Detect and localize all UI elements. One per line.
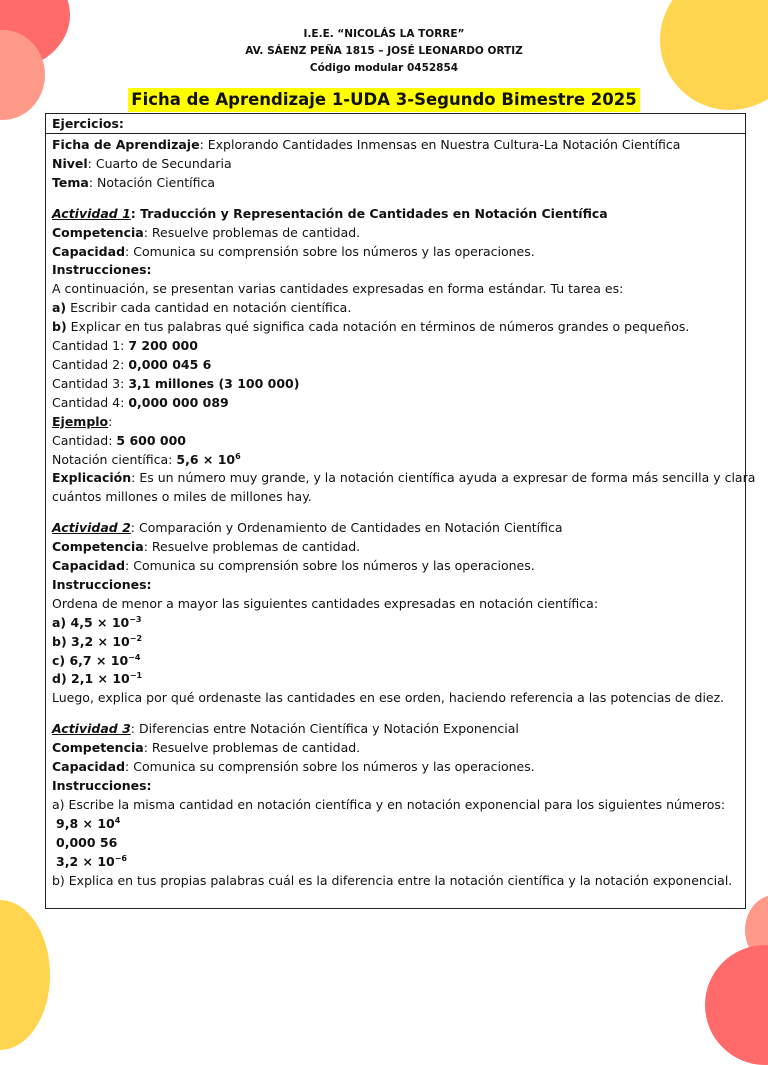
act1-b-label: b) (52, 319, 67, 335)
act1-b-text: Explicar en tus palabras qué significa cada notación en términos de números grandes o pequeños. (66, 319, 690, 335)
act1-cantidad-row (52, 375, 739, 394)
nivel-label: Nivel (52, 155, 88, 171)
act1-cantidad-row (52, 337, 739, 356)
act3-item (52, 834, 739, 853)
capacidad-value: : Comunica su comprensión sobre los números y las operaciones. (125, 759, 535, 775)
ejemplo-cantidad (52, 432, 739, 451)
competencia-label: Competencia (52, 539, 144, 555)
cantidad-label: Cantidad 2: (52, 356, 129, 372)
act1-title: : Traducción y Representación de Cantidades en Notación Científica (130, 205, 608, 221)
act2-item-exp: −1 (129, 671, 143, 681)
act1-intro: A continuación, se presentan varias cantidades expresadas en forma estándar. Tu tarea es: (52, 281, 624, 297)
act2-instrucciones: Instrucciones: (52, 576, 152, 592)
act1-cantidad-row (52, 394, 739, 413)
act3-label: Actividad 3 (52, 721, 131, 737)
act2-item-exp: −4 (128, 652, 141, 662)
ficha-value: : Explorando Cantidades Inmensas en Nuestra Cultura-La Notación Científica (199, 137, 681, 152)
act1-item-b (52, 318, 739, 337)
act2-item (52, 670, 739, 689)
act2-item-exp: −3 (129, 614, 142, 624)
competencia-label: Competencia (52, 224, 144, 240)
capacidad-value: : Comunica su comprensión sobre los números y las operaciones. (125, 243, 535, 259)
act3-heading (52, 720, 739, 739)
decor-blob-bottom-left-yellow (0, 900, 50, 1050)
act3-item-base: 0,000 56 (56, 834, 118, 850)
act2-item (52, 633, 739, 652)
meta-nivel (52, 155, 739, 174)
act1-capacidad (52, 243, 739, 262)
act2-item (52, 652, 739, 671)
act1-heading (52, 205, 739, 224)
cantidad-value: 3,1 millones (3 100 000) (128, 375, 300, 391)
cantidad-value: 0,000 045 6 (128, 356, 212, 372)
tema-value: : Notación Científica (88, 174, 216, 190)
school-code: Código modular 0452854 (309, 62, 459, 74)
tema-label: Tema (52, 174, 89, 190)
nivel-value: : Cuarto de Secundaria (87, 155, 232, 171)
act2-item (52, 614, 739, 633)
act1-label: Actividad 1 (52, 205, 131, 221)
act2-item-exp: −2 (129, 633, 143, 643)
decor-blob-bottom-right-coral (705, 945, 768, 1065)
ejemplo-label: Ejemplo (52, 413, 109, 429)
cantidad-value: 0,000 000 089 (128, 394, 229, 410)
act2-capacidad (52, 557, 739, 576)
act1-cantidad-row (52, 356, 739, 375)
act1-competencia (52, 224, 739, 243)
exercise-content (46, 134, 756, 890)
act2-label: Actividad 2 (52, 520, 131, 536)
school-address: AV. SÁENZ PEÑA 1815 – JOSÉ LEONARDO ORTIZ (245, 45, 523, 57)
act3-item (52, 815, 739, 834)
act1-a-label: a) (52, 300, 67, 316)
act3-competencia (52, 739, 739, 758)
competencia-label: Competencia (52, 740, 144, 756)
act3-item-exp: 4 (114, 815, 121, 825)
capacidad-label: Capacidad (52, 243, 126, 259)
act2-intro: Ordena de menor a mayor las siguientes cantidades expresadas en notación científica: (52, 595, 599, 611)
act2-item-base: b) 3,2 × 10 (52, 633, 130, 649)
act1-item-a (52, 299, 739, 318)
act2-heading (52, 519, 739, 538)
school-name: I.E.E. “NICOLÁS LA TORRE” (303, 28, 465, 40)
box-header: Ejercicios: (46, 114, 745, 134)
cantidad-label: Cantidad 4: (52, 394, 129, 410)
act3-b-text: b) Explica en tus propias palabras cuál es la diferencia entre la notación científica y la notación exponencial. (52, 872, 733, 888)
act3-instrucciones: Instrucciones: (52, 778, 152, 793)
cantidad-value: 7 200 000 (128, 338, 198, 354)
act3-item (52, 853, 739, 872)
capacidad-label: Capacidad (52, 558, 126, 574)
act2-competencia (52, 538, 739, 557)
act1-instrucciones: Instrucciones: (52, 262, 152, 278)
page-title: Ficha de Aprendizaje 1-UDA 3-Segundo Bimestre 2025 (128, 88, 639, 112)
capacidad-label: Capacidad (52, 759, 126, 775)
act3-capacidad (52, 758, 739, 777)
ejemplo-notacion-exp: 6 (235, 451, 241, 461)
competencia-value: : Resuelve problemas de cantidad. (143, 740, 361, 756)
ejemplo-notacion-base: 5,6 × 10 (176, 451, 236, 467)
act3-title: : Diferencias entre Notación Científica y Notación Exponencial (130, 721, 519, 737)
ejemplo-cantidad-label: Cantidad: (52, 432, 117, 448)
act2-item-base: a) 4,5 × 10 (52, 614, 130, 630)
competencia-value: : Resuelve problemas de cantidad. (143, 539, 361, 555)
explicacion-label: Explicación (52, 470, 132, 486)
ejemplo-colon: : (108, 413, 113, 429)
capacidad-value: : Comunica su comprensión sobre los números y las operaciones. (125, 558, 535, 574)
act1-a-text: Escribir cada cantidad en notación científica. (66, 300, 352, 316)
act2-title: : Comparación y Ordenamiento de Cantidades en Notación Científica (130, 520, 563, 536)
act3-a-text: a) Escribe la misma cantidad en notación científica y en notación exponencial para los siguientes números: (52, 796, 726, 812)
ejemplo-explicacion (52, 469, 756, 488)
ejemplo-notacion-label: Notación científica: (52, 451, 177, 467)
act3-item-base: 9,8 × 10 (56, 815, 115, 831)
act3-item-base: 3,2 × 10 (56, 853, 115, 869)
act3-item-exp: −6 (114, 853, 127, 863)
title-row (0, 88, 768, 112)
exercise-box (45, 113, 756, 909)
explicacion-line2: cuántos millones o miles de millones hay. (52, 489, 312, 505)
competencia-value: : Resuelve problemas de cantidad. (143, 224, 361, 240)
cantidad-label: Cantidad 1: (52, 338, 129, 354)
ejemplo-notacion (52, 451, 739, 470)
ejemplo-heading (52, 413, 739, 432)
meta-tema (52, 174, 739, 193)
ficha-label: Ficha de Aprendizaje (52, 137, 200, 152)
ejemplo-cantidad-value: 5 600 000 (116, 432, 186, 448)
explicacion-line1: : Es un número muy grande, y la notación científica ayuda a expresar de forma más sencilla y clara (131, 470, 756, 486)
meta-ficha (52, 136, 739, 155)
act2-item-base: d) 2,1 × 10 (52, 671, 130, 687)
act2-closing: Luego, explica por qué ordenaste las cantidades en ese orden, haciendo referencia a las potencias de diez. (52, 690, 725, 706)
act2-item-base: c) 6,7 × 10 (52, 652, 129, 668)
cantidad-label: Cantidad 3: (52, 375, 129, 391)
